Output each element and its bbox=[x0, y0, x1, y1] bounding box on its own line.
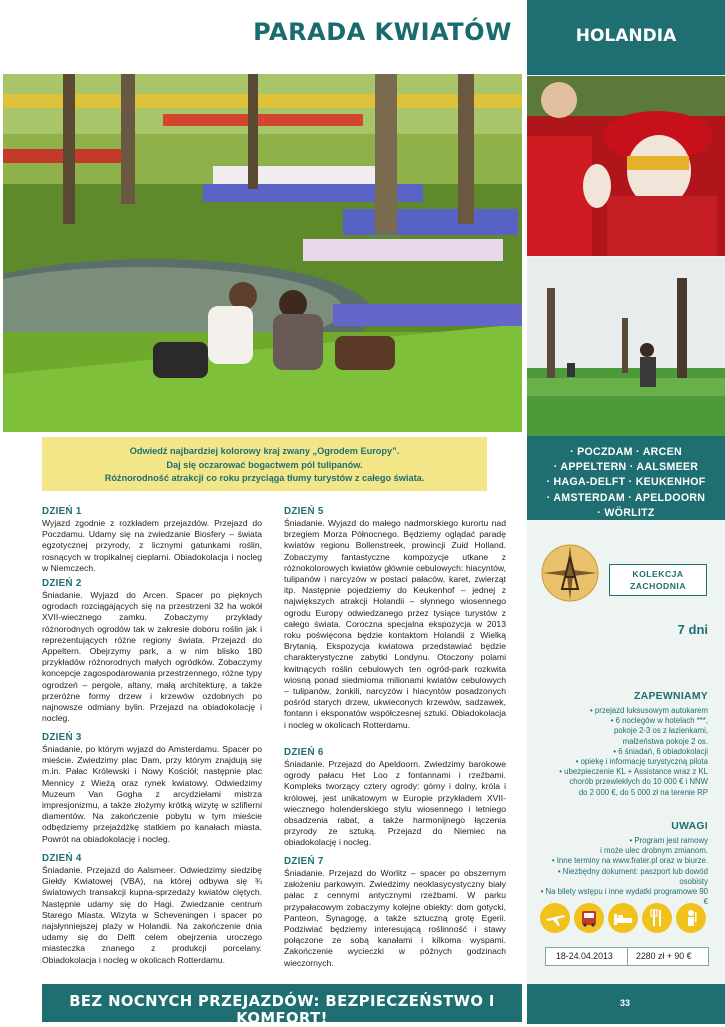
notes-item: • Niezbędny dokument: paszport lub dowód osobisty bbox=[557, 866, 708, 886]
day-6-title: DZIEŃ 6 bbox=[284, 747, 324, 758]
provides-item: • 6 noclegów w hotelach ***, bbox=[610, 716, 708, 726]
day-5-title: DZIEŃ 5 bbox=[284, 506, 324, 517]
departure-dates: 18-24.04.2013 bbox=[556, 951, 613, 961]
day-6-text: Śniadanie. Przejazd do Apeldoorn. Zwiedzimy barokowe ogrody pałacu Het Loo z fontannami i rzeźbami. Kompleks tworzący cztery ogrody: górny i dolny, króla i królowej, jest unikatowym w Europie przykładem XVII-wiecznego holenderskiego stylu wiosennego i letniego obsadzenia rabat, a także harmonijnego łączenia przyrody ze sztuką. Przejazd do Niemiec na obiadokolację i nocleg. bbox=[284, 759, 506, 848]
day-1-title: DZIEŃ 1 bbox=[42, 506, 82, 517]
provides-item: do 2 000 €, do 5 000 zł na terenie RP bbox=[578, 787, 708, 797]
day-7-text: Śniadanie. Przejazd do Worlitz – spacer po obszernym założeniu parkowym. Zwiedzimy neoklasycystyczny biały pałac z cennymi antycznymi rzeźbami. W parku przypałacowym zobaczymy kolejne obiekty: dom gotycki, Panteon, Synagogę, a także sztuczną grotę Egerii. Podziwiać będziemy interesującą roślinność i stawy połączone ze sobą kanałami i kilkoma wyspami. Zakończenie wycieczki w późnych godzinach wieczornych. bbox=[284, 868, 506, 968]
day-1-text: Wyjazd zgodnie z rozkładem przejazdów. Przejazd do Poczdamu. Udamy się na zwiedzanie Biosfery – świata egzotycznej przyrody, z licznymi gatunkami roślin, rosnących w tropikalnej cieplarni. Obiadokolacja i nocleg w Niemczech. bbox=[42, 518, 262, 573]
collection-badge bbox=[609, 564, 707, 596]
amenity-icons bbox=[538, 903, 708, 939]
photo-blossom-park bbox=[527, 258, 725, 436]
provides-title: ZAPEWNIAMY bbox=[634, 691, 708, 702]
provides-item: małżeństwa pokoje 2 os. bbox=[622, 736, 708, 746]
page-number: 33 bbox=[619, 998, 630, 1008]
city-line: · HAGA-DELFT · KEUKENHOF bbox=[546, 476, 706, 489]
food-icon bbox=[642, 903, 672, 933]
compass-eiffel-icon bbox=[540, 543, 600, 608]
badge-line: ZACHODNIA bbox=[629, 581, 687, 591]
city-line: · WÖRLITZ bbox=[597, 506, 655, 519]
bus-icon bbox=[574, 903, 604, 933]
day-3-text: Śniadanie, po którym wyjazd do Amsterdamu. Spacer po mieście. Zwiedzimy plac Dam, przy którym znajdują się m.in. Pałac Królewski i Nowy Kościół; następnie plac Mennicy z Wieżą oraz rynek kwiatowy. Odwiedzimy Muzeum Van Gogha z arcydziełami mistrza impresjonizmu, a także złożymy krótką wizytę w szlifierni diamentów. Na zakończenie pobytu w tym mieście odbędziemy przejażdżkę statkiem po kanałach miasta. Powrót na obiadokolację i nocleg. bbox=[42, 744, 262, 844]
page-title: PARADA KWIATÓW bbox=[253, 18, 512, 46]
provides-item: • 6 śniadań, 6 obiadokolacji bbox=[613, 746, 708, 756]
departure-divider bbox=[627, 948, 628, 965]
day-2-title: DZIEŃ 2 bbox=[42, 578, 82, 589]
day-5-text: Śniadanie. Wyjazd do małego nadmorskiego kurortu nad brzegiem Morza Północnego. Będziemy oglądać paradę kwiatów regionu Bollenstreek, prowincji Zuid Holland. Zobaczymy fantastyczne kompozycje utkane z różnokolorowych kwiatów głównie cebulowych: hiacyntów, tulipanów i narcyzów w postaci pałaców, karet, zwierząt itp. Następnie pojedziemy do Keukenhof – jednej z największych atrakcji Holandii – słynnego wiosennego ogrodu Europy odwiedzanego przez tysiące turystów z całego świata. Coroczna specjalna ekspozycja w 2013 roku poświęcona będzie kontaktom Holandii z Wielką Brytanią. Ekspozycja kwiatowa przedstawiać będzie charakterystyczne zabytki Londynu. Otoczony polami kwitnących roślin cebulowych ten ogród-park rozkwita wiosną ponad siedmioma milionami kwiatów cebulowych – tulipanów, żonkili, narcyzów i hiacyntów posadzonych pośród starych drzew, ukwieconych krzewów, sadzawek, fontann i eksponatów współczesnej sztuki. Obiadokolacja i nocleg w okolicach Rotterdamu. bbox=[284, 518, 506, 730]
provides-item: chorób przewlekłych do 10 000 € i NNW bbox=[569, 777, 708, 787]
departure-price: 2280 zł + 90 € bbox=[636, 951, 692, 961]
intro-text bbox=[42, 445, 487, 486]
city-line: · POCZDAM · ARCEN bbox=[570, 446, 682, 458]
intro-line: Odwiedź najbardziej kolorowy kraj zwany „Ogrodem Europy”. bbox=[129, 446, 400, 456]
city-line: · AMSTERDAM · APELDOORN bbox=[546, 491, 706, 504]
notes-item: • Program jest ramowy bbox=[629, 836, 708, 845]
provides-item: • opiekę i informację turystyczną pilota bbox=[575, 757, 708, 767]
notes-item: • Inne terminy na www.frater.pl oraz w biurze. bbox=[551, 856, 708, 866]
notes-item: i może ulec drobnym zmianom. bbox=[600, 846, 708, 856]
day-2-text: Śniadanie. Wyjazd do Arcen. Spacer po pięknych ogrodach rozciągających się na przestrzeni 32 ha wokół XVII-wiecznego zamku. Zobaczymy przykłady różnorodnych ogrodów tak w zakresie doboru roślin jak i reprezentujących różne regiony świata. Przejazd do Appeltern. Obejrzymy park, a w nim blisko 180 przykładów różnorodnych małych ogródków. Zobaczymy koncepcje zagospodarowania przestrzennego, różne typy ogrodzeń – pergole, altany, małą architekturę, a także przeróżne formy drzew i krzewów ozdobnych po najnowsze odmiany bylin. Przejazd na obiadokolację i nocleg. bbox=[42, 590, 262, 724]
day-7-title: DZIEŃ 7 bbox=[284, 856, 324, 867]
departure-box bbox=[545, 947, 709, 966]
notes-item: • Na bilety wstępu i inne wydatki programowe 90 € bbox=[540, 887, 708, 907]
provides-list bbox=[538, 706, 708, 798]
day-4-title: DZIEŃ 4 bbox=[42, 853, 82, 864]
bed-icon bbox=[608, 903, 638, 933]
city-line: · APPELTERN · AALSMEER bbox=[553, 461, 699, 474]
plane-icon bbox=[540, 903, 570, 933]
notes-list bbox=[538, 836, 708, 907]
provides-item: • przejazd luksusowym autokarem bbox=[590, 706, 708, 715]
day-4-text: Śniadanie. Przejazd do Aalsmeer. Odwiedzimy siedzibę Giełdy Kwiatowej (VBA), na której odbywa się ¾ światowych transakcji kupna-sprzedaży kwiatów ciętych. Następnie udamy się do Hagi. Zwiedzanie centrum Starego Miasta. Wizyta w Scheveningen i spacer po najsłynniejszej plaży w Holandii. Na zakończenie dnia udamy się do Delft celem obejrzenia uroczego miasteczka znanego z produkcji porcelany. Obiadokolacja i nocleg w okolicach Rotterdamu. bbox=[42, 865, 262, 965]
cities-list bbox=[527, 445, 725, 521]
footer-slogan: BEZ NOCNYCH PRZEJAZDÓW: BEZPIECZEŃSTWO I KOMFORT! bbox=[69, 993, 495, 1027]
badge-line: KOLEKCJA bbox=[632, 569, 684, 579]
hero-photo-keukenhof bbox=[3, 74, 522, 432]
trip-duration: 7 dni bbox=[677, 622, 708, 637]
notes-title: UWAGI bbox=[671, 821, 708, 832]
guide-icon bbox=[676, 903, 706, 933]
intro-line: Daj się oczarować bogactwem pól tulipanów. bbox=[166, 459, 363, 470]
provides-item: • ubezpieczenie KL + Assistance wraz z KL bbox=[559, 767, 708, 777]
day-3-title: DZIEŃ 3 bbox=[42, 732, 82, 743]
country-label: HOLANDIA bbox=[575, 26, 677, 46]
provides-item: pokoje 2-3 os z łazienkami, bbox=[613, 726, 708, 736]
intro-line: Różnorodność atrakcji co roku przyciąga tłumy turystów z całego świata. bbox=[104, 473, 425, 484]
photo-venetian-masks bbox=[527, 76, 725, 256]
